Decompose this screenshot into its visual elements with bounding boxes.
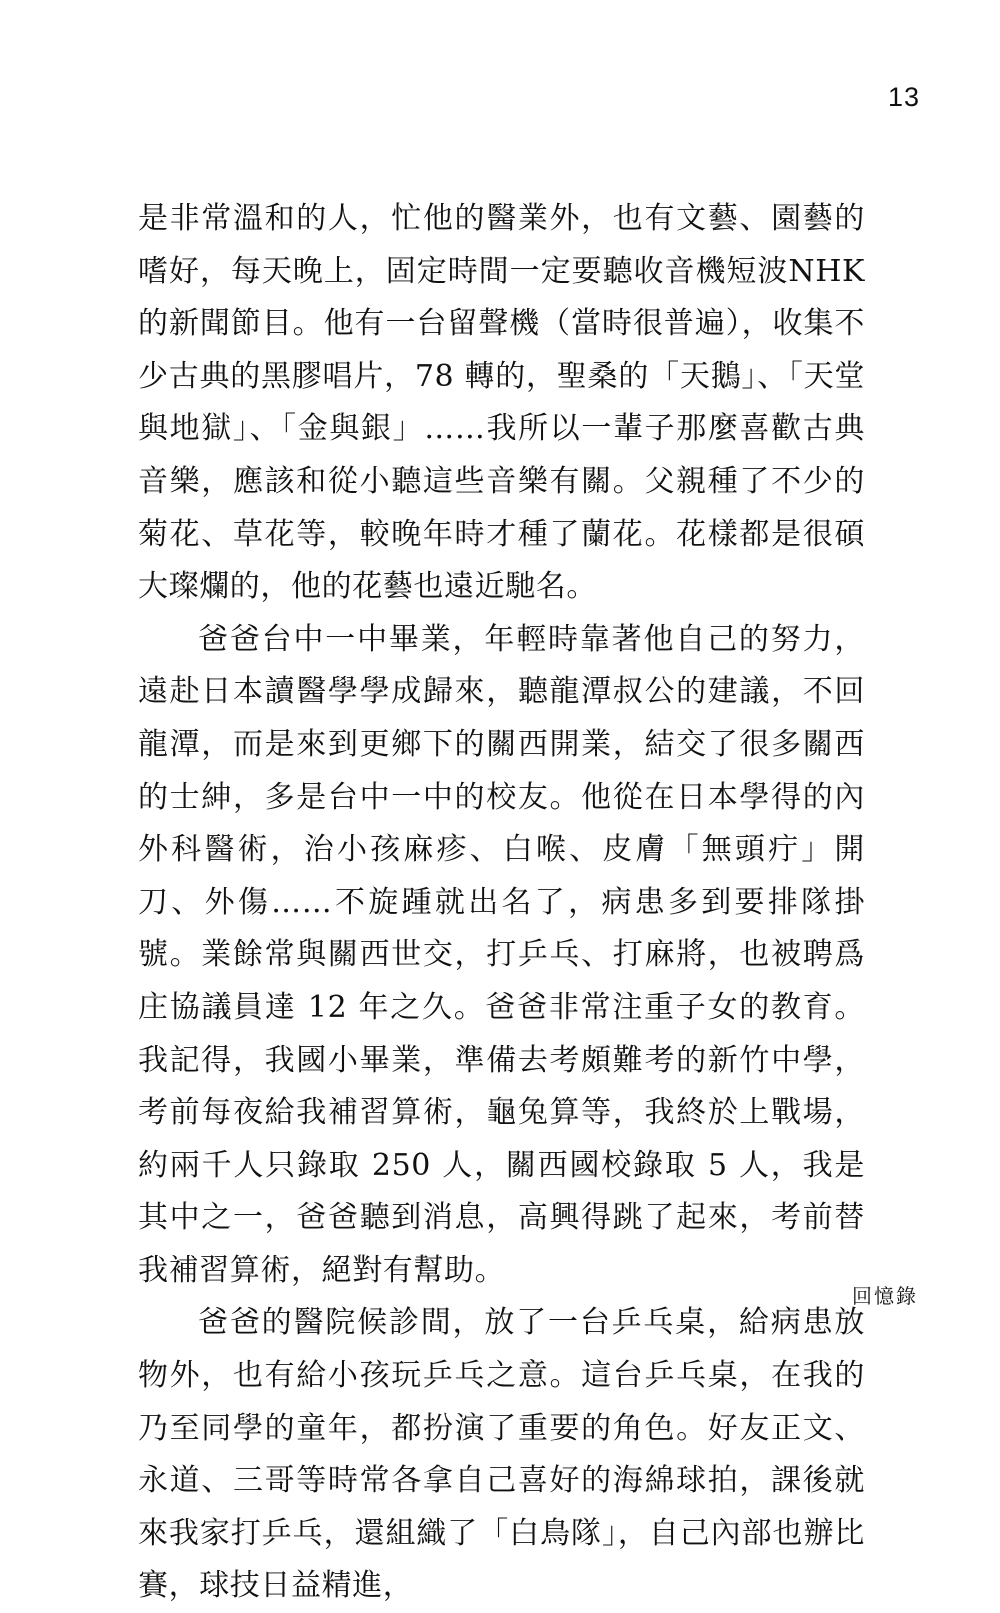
paragraph: 爸爸台中一中畢業，年輕時靠著他自己的努力，遠赴日本讀醫學學成歸來，聽龍潭叔公的建議，不回龍潭，而是來到更鄉下的關西開業，結交了很多關西的士紳，多是台中一中的校友。他從在日本學得的內外科醫術，治小孩麻疹、白喉、皮膚「無頭疔」開刀、外傷……不旋踵就出名了，病患多到要排隊掛號。業餘常與關西世交，打乒乓、打麻將，也被聘爲庄協議員達 12 年之久。爸爸非常注重子女的教育。我記得，我國小畢業，準備去考頗難考的新竹中學，考前每夜給我補習算術，龜兔算等，我終於上戰場，約兩千人只錄取 250 人，關西國校錄取 5 人，我是其中之一，爸爸聽到消息，高興得跳了起來，考前替我補習算術，絕對有幫助。: [138, 621, 865, 1288]
footer-section-title: 回憶錄: [852, 1284, 918, 1308]
page-number: 13: [887, 82, 920, 112]
paragraph: 爸爸的醫院候診間，放了一台乒乓桌，給病患放物外，也有給小孩玩乒乓之意。這台乒乓桌，在我的乃至同學的童年，都扮演了重要的角色。好友正文、永道、三哥等時常各拿自己喜好的海綿球拍，課後就來我家打乒乓，還組織了「白鳥隊」，自己內部也辦比賽，球技日益精進，: [138, 1305, 865, 1604]
body-text: [138, 193, 865, 1613]
paragraph-continued: 是非常溫和的人，忙他的醫業外，也有文藝、園藝的嗜好，每天晚上，固定時間一定要聽收音機短波NHK的新聞節目。他有一台留聲機（當時很普遍），收集不少古典的黑膠唱片，78 轉的，聖桑的「天鵝」、「天堂與地獄」、「金與銀」……我所以一輩子那麼喜歡古典音樂，應該和從小聽這些音樂有關。父親種了不少的菊花、草花等，較晚年時才種了蘭花。花樣都是很碩大璨爛的，他的花藝也遠近馳名。: [138, 201, 865, 605]
